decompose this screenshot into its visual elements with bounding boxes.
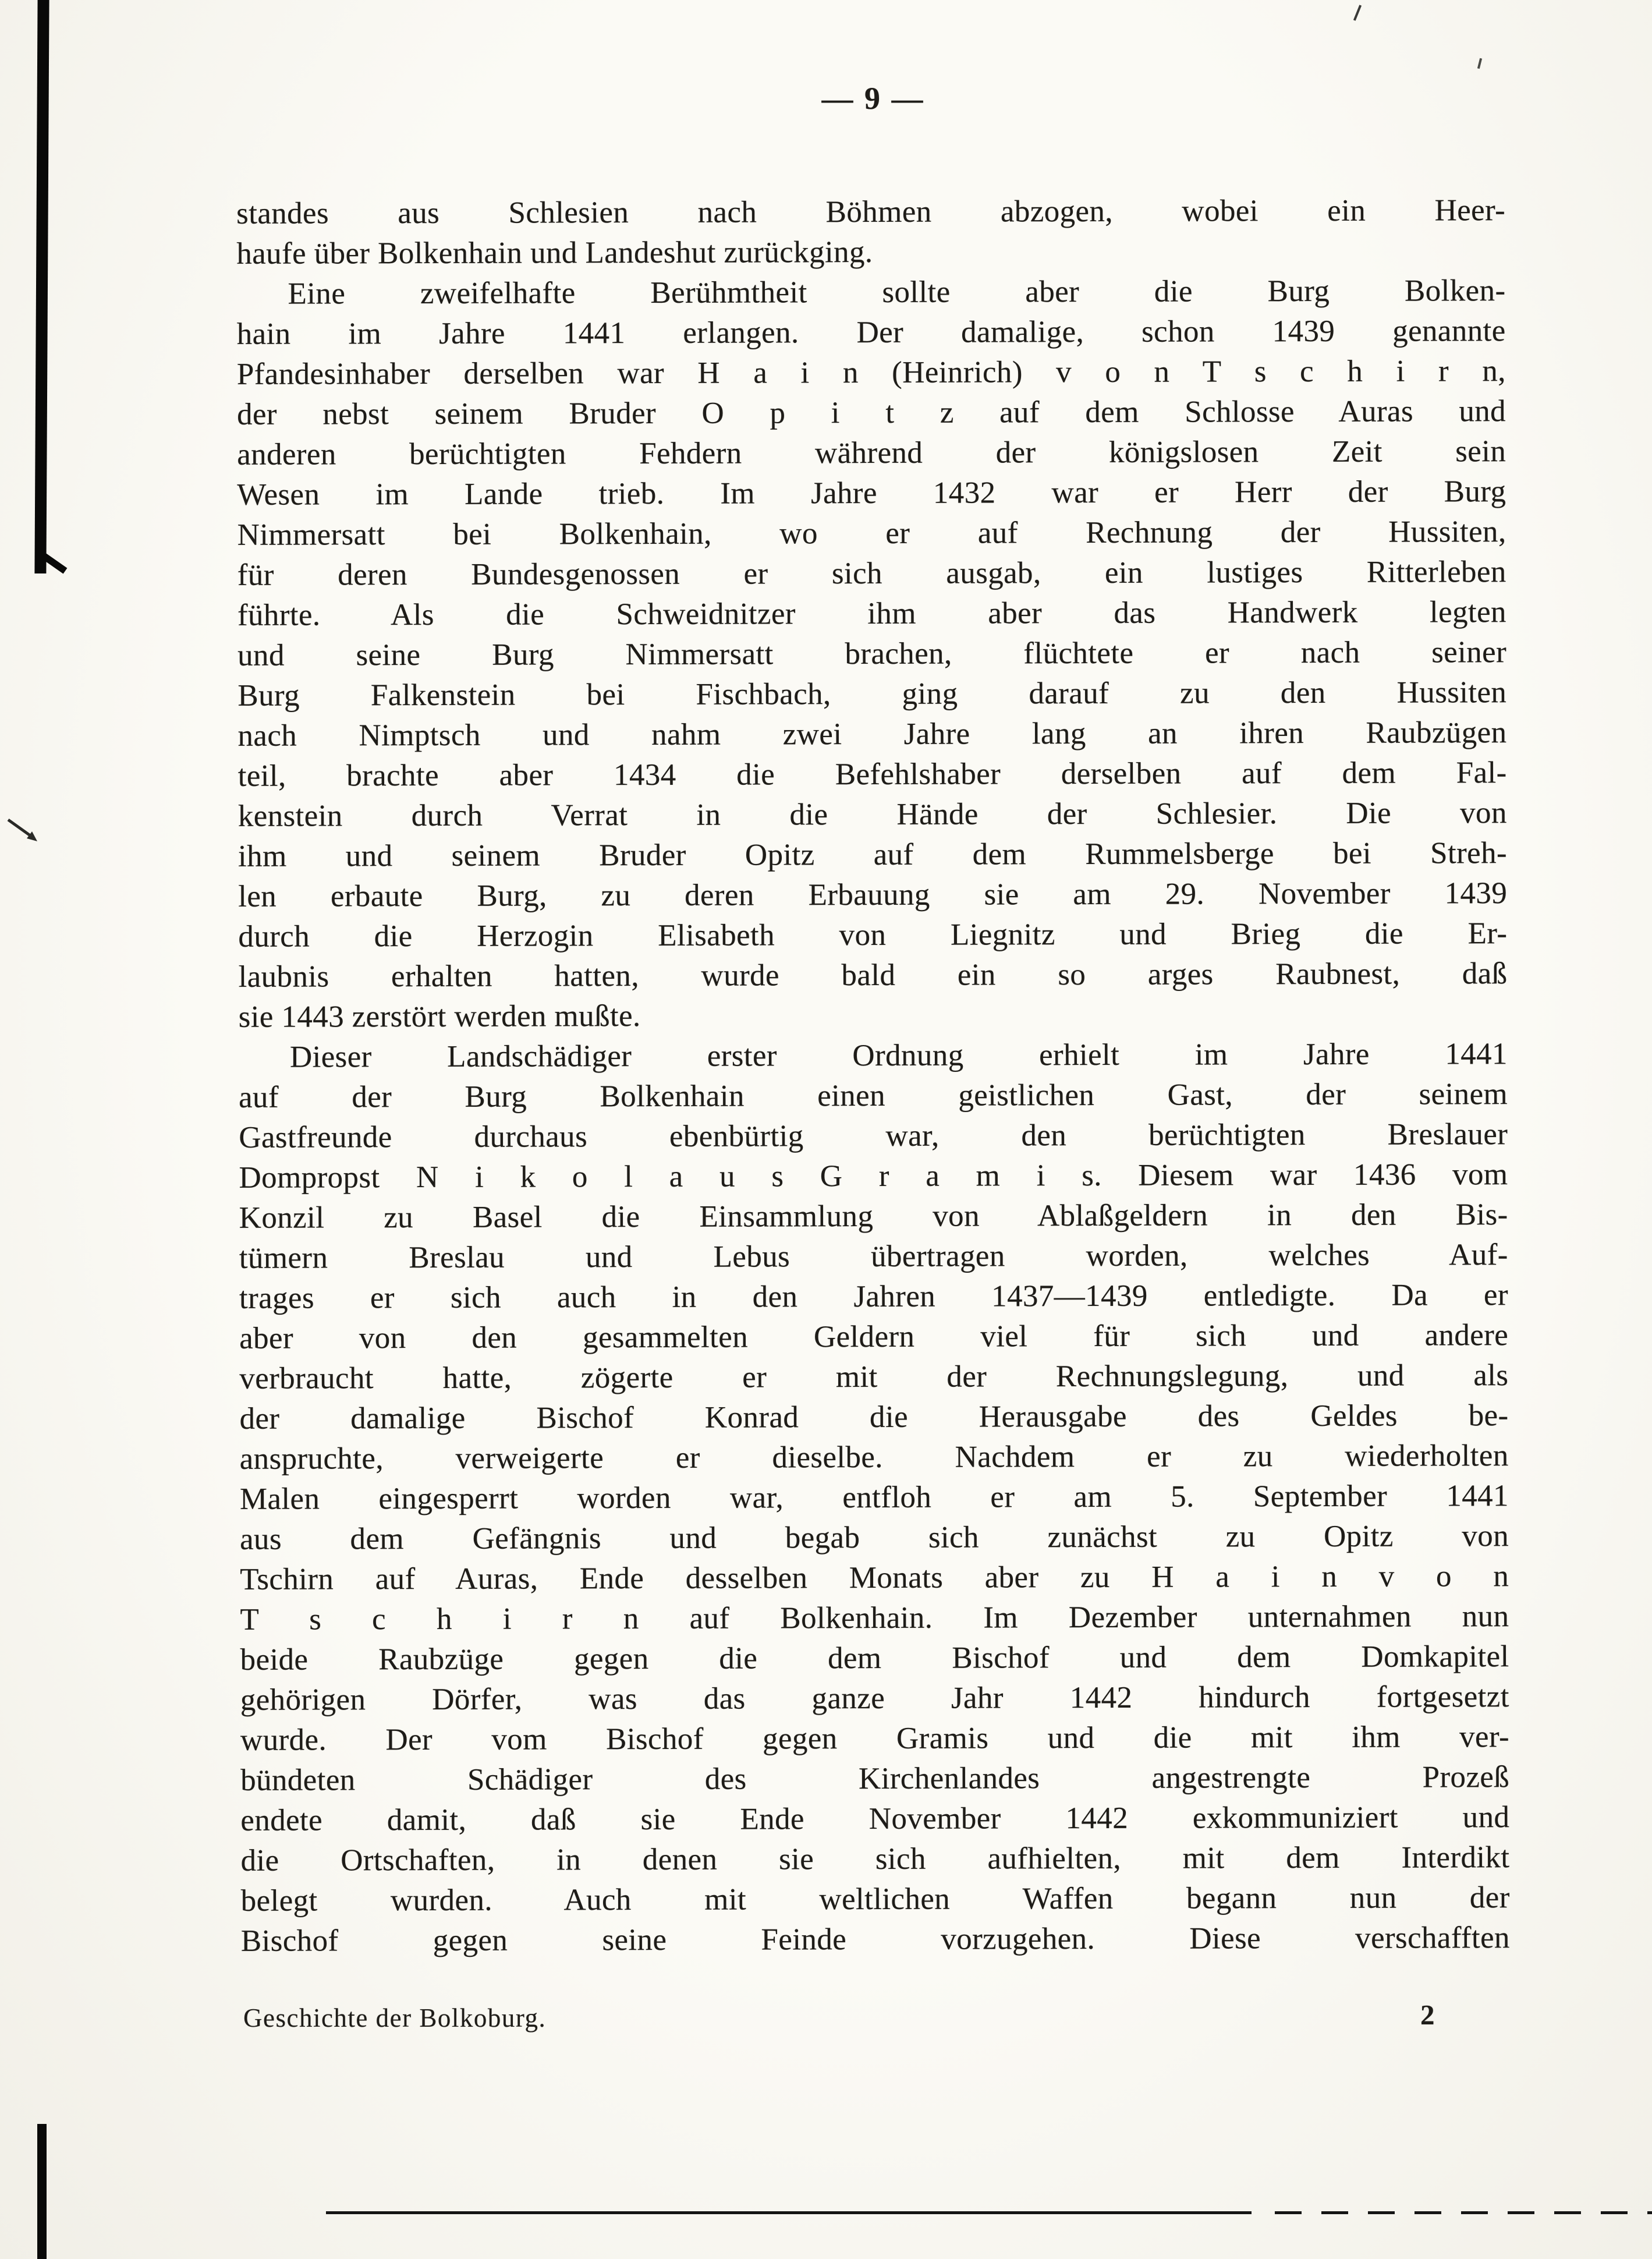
text-line: nach Nimptsch und nahm zwei Jahre lang an ihren Raubzügen xyxy=(237,716,1507,753)
text-line: auf der Burg Bolkenhain einen geistlichen Gast, der seinem xyxy=(239,1077,1508,1114)
scan-artifact-corner-mark xyxy=(1477,58,1482,69)
text-block xyxy=(236,190,1510,1961)
text-line: Konzil zu Basel die Einsammlung von Ablaßgeldern in den Bis- xyxy=(239,1198,1508,1235)
text-line: belegt wurden. Auch mit weltlichen Waffen begann nun der xyxy=(240,1881,1510,1918)
paragraph xyxy=(236,271,1507,1038)
text-line: gehörigen Dörfer, was das ganze Jahr 1442 hindurch fortgesetzt xyxy=(240,1680,1509,1717)
scan-artifact-corner-mark xyxy=(1353,5,1362,20)
text-line: Dompropst N i k o l a u s G r a m i s. Diesem war 1436 vom xyxy=(239,1157,1508,1195)
running-title: Geschichte der Bolkoburg. xyxy=(243,2003,547,2033)
text-line: Gastfreunde durchaus ebenbürtig war, den berüchtigten Breslauer xyxy=(239,1117,1508,1155)
scan-artifact-bottom-rule-dashes xyxy=(1275,2211,1652,2214)
text-line: aber von den gesammelten Geldern viel für sich und andere xyxy=(239,1318,1509,1355)
text-line: hain im Jahre 1441 erlangen. Der damalige, schon 1439 genannte xyxy=(236,314,1506,351)
text-line: endete damit, daß sie Ende November 1442 exkommuniziert und xyxy=(240,1800,1510,1837)
text-line: Pfandesinhaber derselben war H a i n (Heinrich) v o n T s c h i r n, xyxy=(236,354,1506,391)
text-line: für deren Bundesgenossen er sich ausgab, ein lustiges Ritterleben xyxy=(237,555,1506,592)
text-line: standes aus Schlesien nach Böhmen abzogen, wobei ein Heer- xyxy=(236,193,1506,231)
text-line: Eine zweifelhafte Berühmtheit sollte aber die Burg Bolken- xyxy=(288,274,1506,311)
text-line: Malen eingesperrt worden war, entfloh er am 5. September 1441 xyxy=(239,1479,1509,1516)
text-line: Nimmersatt bei Bolkenhain, wo er auf Rechnung der Hussiten, xyxy=(237,515,1506,552)
text-line: Burg Falkenstein bei Fischbach, ging darauf zu den Hussiten xyxy=(237,675,1507,713)
text-line: beide Raubzüge gegen die dem Bischof und dem Domkapitel xyxy=(240,1640,1509,1677)
scan-artifact-bottom-left-line xyxy=(37,2124,47,2259)
text-line: und seine Burg Nimmersatt brachen, flüchtete er nach seiner xyxy=(237,635,1507,672)
text-line: führte. Als die Schweidnitzer ihm aber das Handwerk legten xyxy=(237,595,1506,632)
sheet-signature: 2 xyxy=(1420,1999,1435,2031)
text-line: kenstein durch Verrat in die Hände der Schlesier. Die von xyxy=(237,796,1507,833)
margin-arrow-mark xyxy=(5,814,45,849)
text-line: Tschirn auf Auras, Ende desselben Monats aber zu H a i n v o n xyxy=(240,1559,1509,1596)
text-line: ihm und seinem Bruder Opitz auf dem Rummelsberge bei Streh- xyxy=(237,836,1508,873)
text-line: haufe über Bolkenhain und Landeshut zurückging. xyxy=(236,235,873,271)
text-line: sie 1443 zerstört werden mußte. xyxy=(238,999,641,1034)
text-line: Bischof gegen seine Feinde vorzugehen. Diese verschafften xyxy=(240,1921,1510,1958)
text-line: anderen berüchtigten Fehdern während der königslosen Zeit sein xyxy=(237,434,1506,472)
text-line: wurde. Der vom Bischof gegen Gramis und die mit ihm ver- xyxy=(240,1720,1510,1757)
text-line: Dieser Landschädiger erster Ordnung erhielt im Jahre 1441 xyxy=(289,1037,1508,1074)
text-line: die Ortschaften, in denen sie sich aufhielten, mit dem Interdikt xyxy=(240,1840,1510,1878)
text-line: verbraucht hatte, zögerte er mit der Rechnungslegung, und als xyxy=(239,1358,1509,1396)
page-number: — 9 — xyxy=(821,81,925,116)
text-line: laubnis erhalten hatten, wurde bald ein so arges Raubnest, daß xyxy=(238,957,1508,994)
text-line: der damalige Bischof Konrad die Herausgabe des Geldes be- xyxy=(239,1398,1509,1436)
text-line: der nebst seinem Bruder O p i t z auf dem Schlosse Auras und xyxy=(236,394,1506,431)
scan-artifact-bottom-rule xyxy=(326,2211,1252,2214)
text-line: tümern Breslau und Lebus übertragen worden, welches Auf- xyxy=(239,1238,1508,1275)
text-line: teil, brachte aber 1434 die Befehlshaber derselben auf dem Fal- xyxy=(237,756,1507,793)
text-line: anspruchte, verweigerte er dieselbe. Nachdem er zu wiederholten xyxy=(239,1439,1509,1476)
text-line: Wesen im Lande trieb. Im Jahre 1432 war er Herr der Burg xyxy=(237,475,1506,512)
paragraph xyxy=(239,1034,1510,1961)
text-line: bündeten Schädiger des Kirchenlandes angestrengte Prozeß xyxy=(240,1760,1510,1797)
paragraph xyxy=(236,190,1505,274)
text-line: trages er sich auch in den Jahren 1437—1439 entledigte. Da er xyxy=(239,1278,1509,1315)
text-line: len erbaute Burg, zu deren Erbauung sie am 29. November 1439 xyxy=(238,876,1508,913)
text-line: T s c h i r n auf Bolkenhain. Im Dezember unternahmen nun xyxy=(240,1599,1509,1637)
scan-artifact-left-edge-line xyxy=(34,0,49,573)
text-line: durch die Herzogin Elisabeth von Liegnitz und Brieg die Er- xyxy=(238,916,1508,954)
text-line: aus dem Gefängnis und begab sich zunächst zu Opitz von xyxy=(240,1519,1509,1556)
